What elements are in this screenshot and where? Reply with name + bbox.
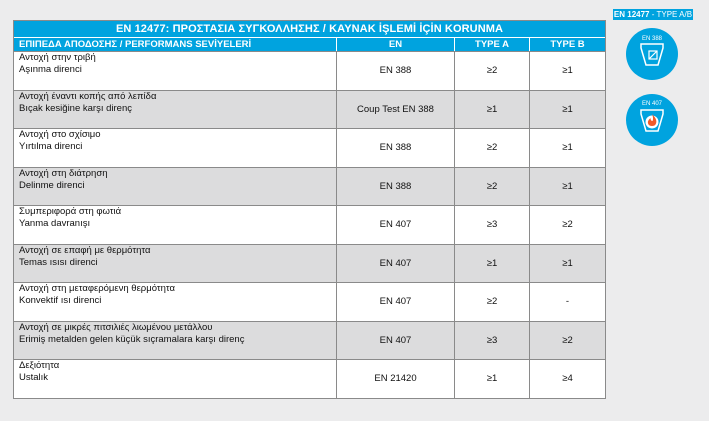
type-a-cell: ≥1 [454, 91, 529, 129]
property-cell [14, 206, 336, 244]
property-cell [14, 91, 336, 129]
standard-cell: EN 21420 [336, 360, 454, 398]
type-b-cell: - [529, 283, 605, 321]
property-cell [14, 322, 336, 360]
icon-label-en407: EN 407 [641, 101, 663, 107]
type-b-cell: ≥4 [529, 360, 605, 398]
type-b-cell: ≥2 [529, 206, 605, 244]
header-type-a: TYPE A [454, 38, 529, 51]
type-b-cell: ≥2 [529, 322, 605, 360]
property-turkish: Aşınma direnci [19, 64, 82, 75]
standard-cell: EN 388 [336, 168, 454, 206]
table-row [14, 359, 605, 398]
type-a-cell: ≥3 [454, 206, 529, 244]
header-en: EN [336, 38, 454, 51]
standard-cell: EN 407 [336, 283, 454, 321]
property-cell [14, 360, 336, 398]
type-a-cell: ≥2 [454, 283, 529, 321]
property-turkish: Delinme direnci [19, 179, 85, 191]
table-header [14, 38, 605, 51]
property-greek: Αντοχή στην τριβή [19, 52, 96, 63]
table-row [14, 128, 605, 167]
standard-cell: EN 407 [336, 322, 454, 360]
property-cell [14, 168, 336, 206]
header-level: ΕΠΙΠΕΔΑ ΑΠΟΔΟΣΗΣ / PERFORMANS SEVİYELERİ [19, 39, 252, 50]
standard-cell: EN 388 [336, 129, 454, 167]
performance-table [13, 20, 606, 399]
table-row [14, 167, 605, 206]
table-title: EN 12477: ΠΡΟΣΤΑΣΙΑ ΣΥΓΚΟΛΛΗΣΗΣ / KAYNAK İŞLEMİ İÇİN KORUNMA [14, 21, 605, 38]
badge-suffix: - TYPE A/B [651, 10, 693, 19]
property-greek: Αντοχή σε μικρές πιτσιλιές λιωμένου μετάλλου [19, 321, 213, 333]
type-b-cell: ≥1 [529, 91, 605, 129]
type-a-cell: ≥2 [454, 129, 529, 167]
property-turkish: Erimiş metalden gelen küçük sıçramalara karşı direnç [19, 333, 245, 345]
property-cell [14, 129, 336, 167]
table-row [14, 282, 605, 321]
type-b-cell: ≥1 [529, 52, 605, 90]
type-b-cell: ≥1 [529, 168, 605, 206]
property-cell [14, 283, 336, 321]
standard-badge [613, 9, 693, 20]
table-row [14, 90, 605, 129]
property-greek: Αντοχή στη διάτρηση [19, 167, 108, 179]
property-turkish: Yırtılma direnci [19, 141, 83, 152]
property-greek: Αντοχή στη μεταφερόμενη θερμότητα [19, 283, 175, 294]
property-greek: Δεξιότητα [19, 360, 60, 371]
property-greek: Αντοχή στο σχίσιμο [19, 129, 101, 140]
property-greek: Αντοχή έναντι κοπής από λεπίδα [19, 90, 157, 102]
type-a-cell: ≥2 [454, 52, 529, 90]
property-greek: Αντοχή σε επαφή με θερμότητα [19, 244, 151, 256]
property-turkish: Yanma davranışı [19, 218, 91, 229]
table-row [14, 205, 605, 244]
glove-flame-icon [625, 93, 679, 147]
table-row [14, 321, 605, 360]
standard-cell: Coup Test EN 388 [336, 91, 454, 129]
badge-standard: EN 12477 [613, 10, 650, 19]
property-turkish: Temas ısısı direnci [19, 256, 98, 268]
property-turkish: Bıçak kesiğine karşı direnç [19, 102, 132, 114]
type-b-cell: ≥1 [529, 245, 605, 283]
icon-label-en388: EN 388 [641, 36, 663, 42]
property-greek: Συμπεριφορά στη φωτιά [19, 206, 122, 217]
type-a-cell: ≥2 [454, 168, 529, 206]
property-turkish: Ustalık [19, 372, 49, 383]
table-row [14, 51, 605, 90]
standard-cell: EN 407 [336, 245, 454, 283]
type-a-cell: ≥3 [454, 322, 529, 360]
standard-cell: EN 388 [336, 52, 454, 90]
standard-cell: EN 407 [336, 206, 454, 244]
property-turkish: Konvektif ısı direnci [19, 295, 102, 306]
type-b-cell: ≥1 [529, 129, 605, 167]
type-a-cell: ≥1 [454, 245, 529, 283]
property-cell [14, 245, 336, 283]
table-row [14, 244, 605, 283]
header-type-b: TYPE B [529, 38, 605, 51]
type-a-cell: ≥1 [454, 360, 529, 398]
glove-mechanical-icon [625, 27, 679, 81]
property-cell [14, 52, 336, 90]
